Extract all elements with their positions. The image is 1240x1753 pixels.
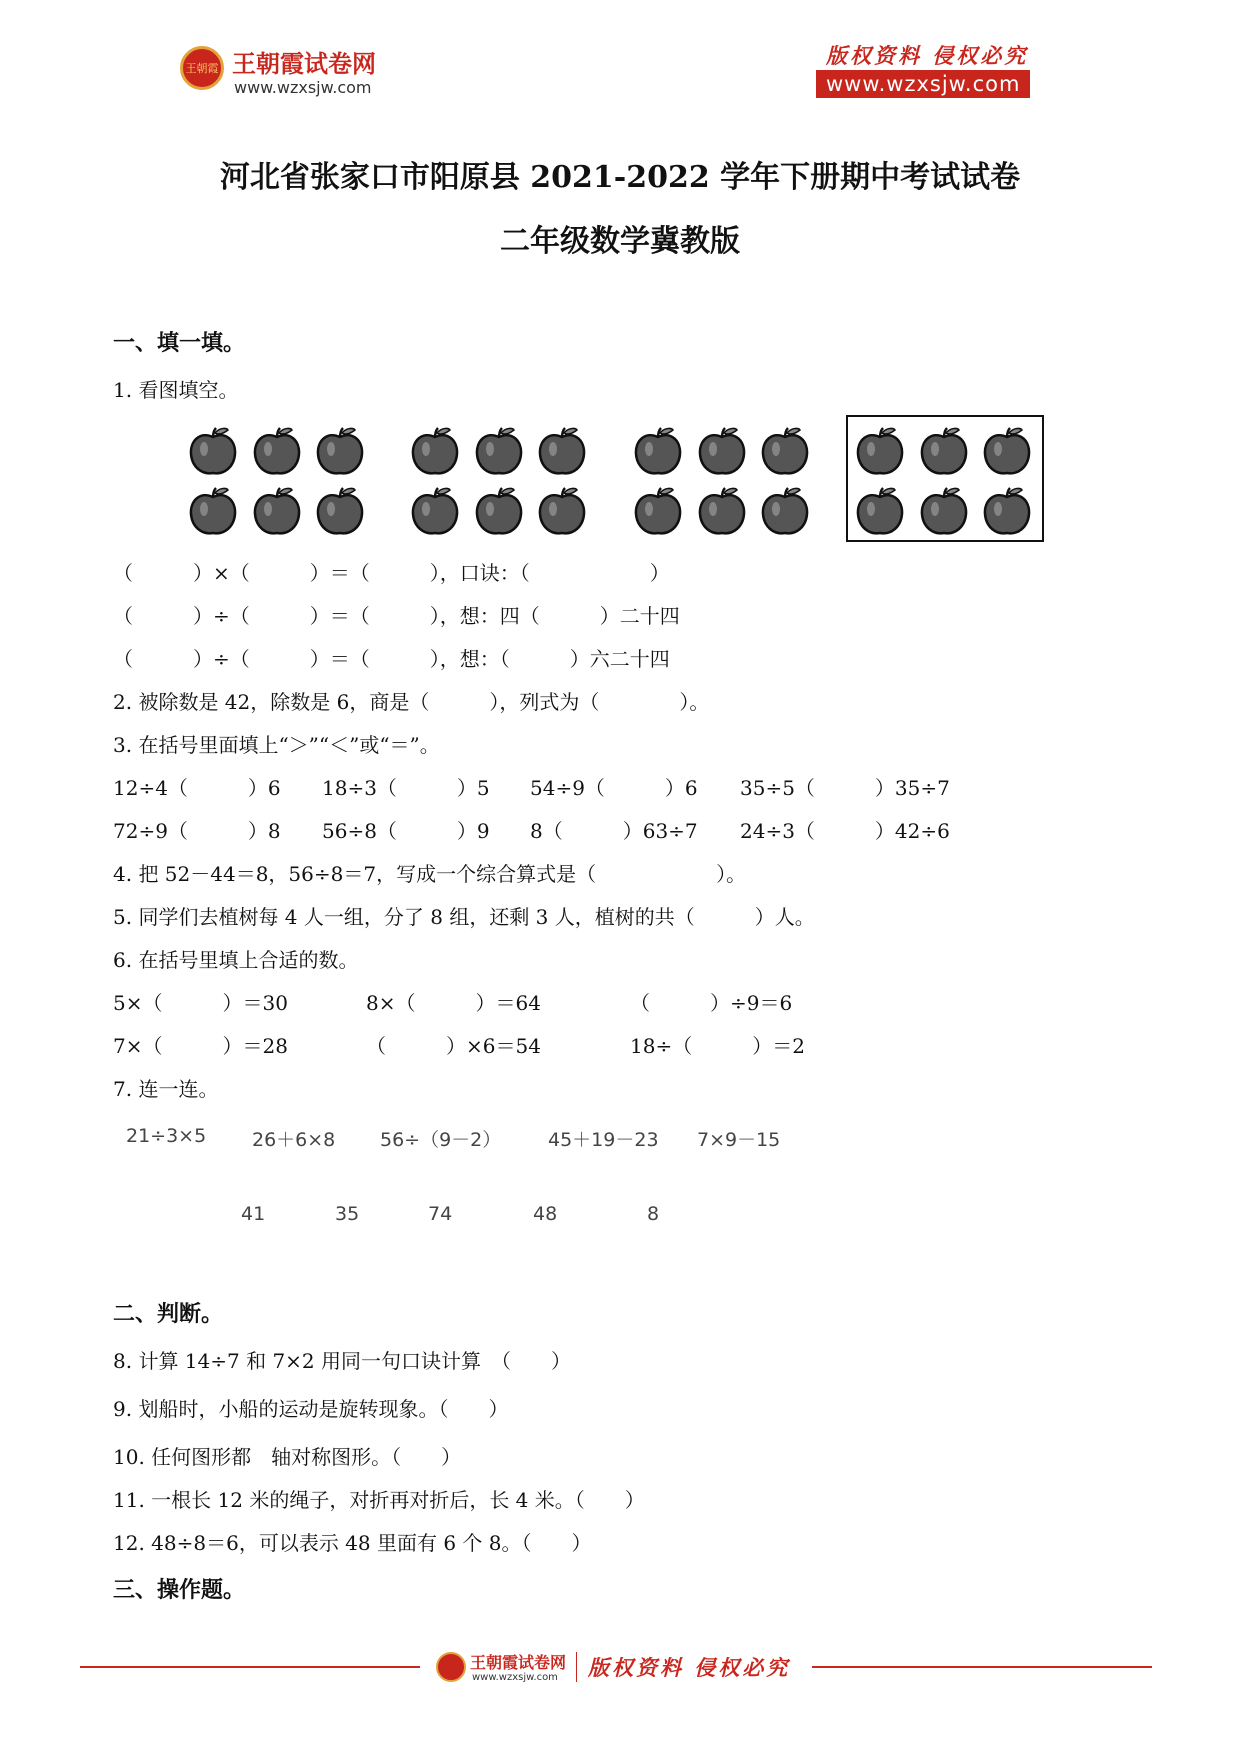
logo-badge-text: 王朝霞: [185, 62, 219, 75]
q1-line1: （ ）×（ ）＝（ ），口诀：（ ）: [113, 561, 670, 585]
match-expression: 45＋19－23: [548, 1129, 659, 1151]
judgement-item: 10. 任何图形都 轴对称图形。（ ）: [113, 1445, 462, 1469]
q1-label: 1. 看图填空。: [113, 378, 239, 402]
judgement-item: 11. 一根长 12 米的绳子，对折再对折后，长 4 米。（ ）: [113, 1488, 645, 1512]
q6-label: 6. 在括号里填上合适的数。: [113, 948, 359, 972]
brand-url: www.wzxsjw.com: [234, 78, 372, 97]
exam-title: 河北省张家口市阳原县 2021-2022 学年下册期中考试试卷: [219, 160, 1021, 195]
judgement-item: 8. 计算 14÷7 和 7×2 用同一句口诀计算 （ ）: [113, 1349, 572, 1373]
q6-item: 7×（ ）＝28: [113, 1034, 288, 1058]
footer-divider: [576, 1652, 577, 1682]
section1-heading: 一、填一填。: [113, 330, 246, 356]
match-answer: 8: [647, 1203, 660, 1225]
q2: 2. 被除数是 42，除数是 6，商是（ ），列式为（ ）。: [113, 690, 710, 714]
q3-item: 24÷3（ ）42÷6: [740, 819, 950, 843]
q7-label: 7. 连一连。: [113, 1077, 219, 1101]
q3-item: 12÷4（ ）6: [113, 776, 281, 800]
q6-item: （ ）÷9＝6: [630, 991, 793, 1015]
q6-item: 5×（ ）＝30: [113, 991, 288, 1015]
match-answer: 48: [533, 1203, 558, 1225]
copyright-notice: 版权资料 侵权必究: [826, 43, 1029, 68]
apple-group-4: [858, 428, 1029, 533]
exam-subtitle: 二年级数学冀教版: [500, 224, 740, 259]
q3-label: 3. 在括号里面填上“＞”“＜”或“＝”。: [113, 733, 440, 757]
q3-item: 35÷5（ ）35÷7: [740, 776, 950, 800]
footer-logo-badge: [436, 1652, 466, 1682]
logo-badge: [180, 46, 224, 90]
q1-line2: （ ）÷（ ）＝（ ），想：四（ ）二十四: [113, 604, 680, 628]
footer-url: www.wzxsjw.com: [472, 1672, 558, 1683]
q6-item: 18÷（ ）＝2: [630, 1034, 805, 1058]
section3-heading: 三、操作题。: [113, 1577, 246, 1603]
q1-line3: （ ）÷（ ）＝（ ），想：（ ）六二十四: [113, 647, 670, 671]
apple-group-1: [191, 428, 362, 533]
brand-name: 王朝霞试卷网: [232, 50, 376, 78]
match-answer: 41: [241, 1203, 266, 1225]
footer-line-right: [812, 1666, 1152, 1668]
apple-figure: [180, 415, 1060, 545]
q3-item: 72÷9（ ）8: [113, 819, 281, 843]
match-expression: 56÷（9－2）: [380, 1129, 502, 1151]
q3-item: 54÷9（ ）6: [530, 776, 698, 800]
match-answer: 74: [428, 1203, 453, 1225]
q6-item: 8×（ ）＝64: [366, 991, 541, 1015]
judgement-item: 9. 划船时，小船的运动是旋转现象。（ ）: [113, 1397, 509, 1421]
q3-item: 18÷3（ ）5: [322, 776, 490, 800]
footer-copyright: 版权资料 侵权必究: [588, 1655, 791, 1680]
match-expression: 26＋6×8: [252, 1129, 336, 1151]
section2-heading: 二、判断。: [113, 1301, 224, 1327]
apple-group-2: [413, 428, 584, 533]
q5: 5. 同学们去植树每 4 人一组，分了 8 组，还剩 3 人，植树的共（ ）人。: [113, 905, 815, 929]
q6-item: （ ）×6＝54: [366, 1034, 541, 1058]
q4: 4. 把 52－44＝8，56÷8＝7，写成一个综合算式是（ ）。: [113, 862, 747, 886]
judgement-item: 12. 48÷8＝6，可以表示 48 里面有 6 个 8。（ ）: [113, 1531, 592, 1555]
match-answer: 35: [335, 1203, 360, 1225]
match-expression: 7×9－15: [697, 1129, 781, 1151]
apple-group-3: [636, 428, 807, 533]
url-banner: www.wzxsjw.com: [816, 70, 1030, 98]
footer-brand: 王朝霞试卷网: [470, 1653, 567, 1672]
q3-item: 56÷8（ ）9: [322, 819, 490, 843]
match-expression: 21÷3×5: [126, 1125, 207, 1147]
q3-item: 8（ ）63÷7: [530, 819, 698, 843]
footer-line-left: [80, 1666, 420, 1668]
